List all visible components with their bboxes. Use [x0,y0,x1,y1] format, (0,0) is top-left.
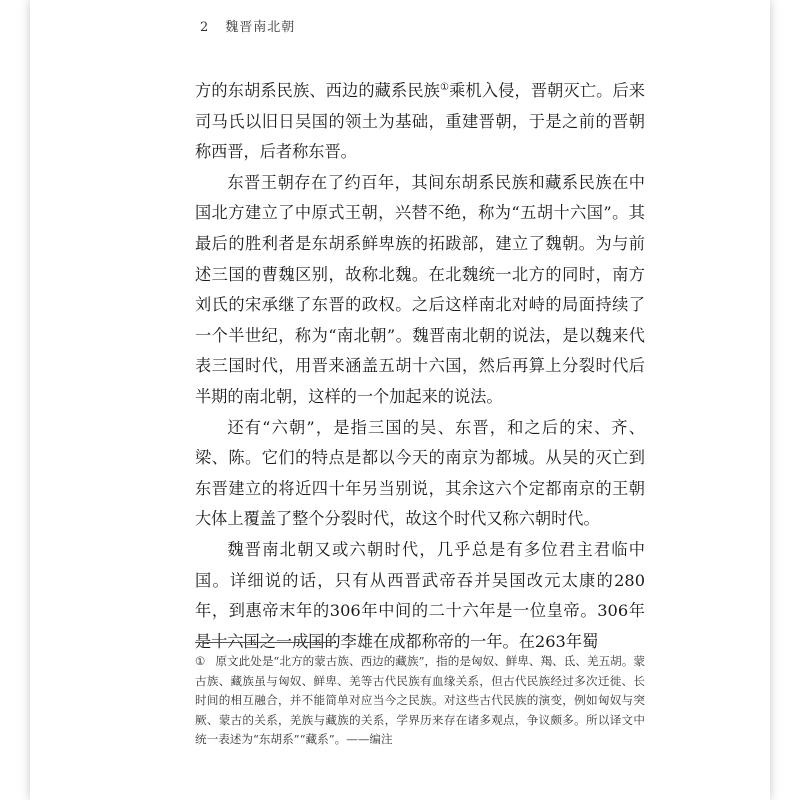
footnote-mark: ① [195,654,206,668]
paragraph-continued: 方的东胡系民族、西边的藏系民族①乘机入侵，晋朝灭亡。后来司马氏以旧日吴国的领土为基础，重建晋朝，于是之前的晋朝称西晋，后者称东晋。 [195,81,646,162]
book-page [30,0,770,800]
paragraph: 魏晋南北朝又或六朝时代，几乎总是有多位君主君临中国。详细说的话，只有从西晋武帝吞并吴国改元太康的280年，到惠帝末年的306年中间的二十六年是一位皇帝。306年是十六国之一成国的李雄在成都称帝的一年。在263年蜀 [195,539,645,651]
book-title: 魏晋南北朝 [225,20,296,35]
footnote-text: 原文此处是“北方的蒙古族、西边的藏族”，指的是匈奴、鲜卑、羯、氐、羌五胡。蒙古族、藏族虽与匈奴、鲜卑、羌等古代民族有血缘关系，但古代民族经过多次迁徙、长时间的相互融合，并不能简单对应当今之民族。对这些古代民族的演变，例如匈奴与突厥、蒙古的关系，羌族与藏族的关系，学界历来存在诸多观点，争议颇多。所以译文中统一表述为“东胡系”“藏系”。——编注 [195,654,645,747]
footnote-divider [195,642,335,643]
page-number: 2 [200,20,210,35]
running-header [200,16,295,35]
body-text [195,76,645,657]
paragraph: 东晋王朝存在了约百年，其间东胡系民族和藏系民族在中国北方建立了中原式王朝，兴替不绝，称为“五胡十六国”。其最后的胜利者是东胡系鲜卑族的拓跋部，建立了魏朝。为与前述三国的曹魏区别，故称北魏。在北魏统一北方的同时，南方刘氏的宋承继了东晋的政权。之后这样南北对峙的局面持续了一个半世纪，称为“南北朝”。魏晋南北朝的说法，是以魏来代表三国时代，用晋来涵盖五胡十六国，然后再算上分裂时代后半期的南北朝，这样的一个加起来的说法。 [195,172,645,406]
paragraph: 还有“六朝”，是指三国的吴、东晋，和之后的宋、齐、梁、陈。它们的特点是都以今天的南京为都城。从吴的灭亡到东晋建立的将近四十年另当别说，其余这六个定都南京的王朝大体上覆盖了整个分裂时代，故这个时代又称六朝时代。 [195,417,645,529]
footnote-reference[interactable]: ① [440,82,450,93]
footnote [195,652,645,750]
